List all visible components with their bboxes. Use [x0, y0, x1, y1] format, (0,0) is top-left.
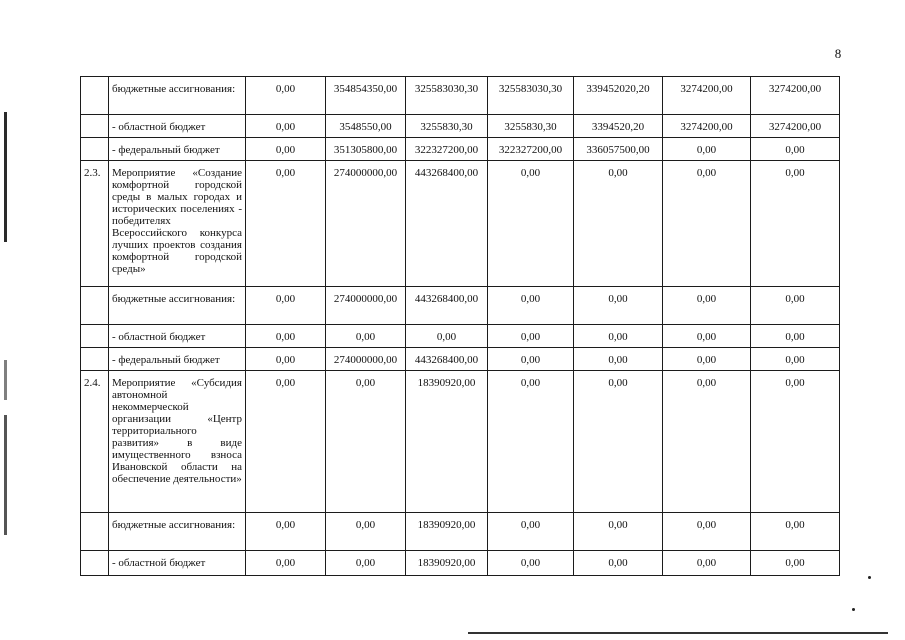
value-cell: 0,00: [751, 371, 840, 513]
value-cell: 339452020,20: [574, 77, 663, 115]
value-cell: 3255830,30: [406, 115, 488, 138]
row-name-cell: Мероприятие «Субсидия автономной некоммерческой организации «Центр территориального развития» в виде имущественного взноса Ивановской области на обеспечение деятельности»: [109, 371, 246, 513]
measure-row: [81, 371, 840, 513]
value-cell: 0,00: [574, 551, 663, 576]
value-cell: 3274200,00: [663, 115, 751, 138]
row-number-cell: [81, 325, 109, 348]
value-cell: 0,00: [751, 138, 840, 161]
value-cell: 0,00: [663, 348, 751, 371]
value-cell: 0,00: [574, 161, 663, 287]
value-cell: 0,00: [246, 287, 326, 325]
row-name-cell: - областной бюджет: [109, 551, 246, 576]
value-cell: 0,00: [246, 325, 326, 348]
row-name-cell: бюджетные ассигнования:: [109, 287, 246, 325]
value-cell: 325583030,30: [406, 77, 488, 115]
row-number-cell: [81, 551, 109, 576]
value-cell: 0,00: [246, 371, 326, 513]
value-cell: 0,00: [246, 348, 326, 371]
value-cell: 351305800,00: [326, 138, 406, 161]
scan-margin-marks: [0, 60, 12, 640]
table-row: [81, 513, 840, 551]
value-cell: 3274200,00: [751, 77, 840, 115]
value-cell: 0,00: [488, 371, 574, 513]
value-cell: 0,00: [663, 325, 751, 348]
value-cell: 0,00: [663, 287, 751, 325]
scan-edge-line: [468, 632, 888, 634]
value-cell: 0,00: [663, 161, 751, 287]
value-cell: 0,00: [663, 371, 751, 513]
value-cell: 0,00: [574, 513, 663, 551]
scan-speck: [852, 608, 855, 611]
value-cell: 0,00: [406, 325, 488, 348]
value-cell: 0,00: [246, 77, 326, 115]
value-cell: 0,00: [574, 325, 663, 348]
row-number-cell: [81, 77, 109, 115]
value-cell: 0,00: [246, 161, 326, 287]
value-cell: 0,00: [488, 161, 574, 287]
value-cell: 3394520,20: [574, 115, 663, 138]
value-cell: 0,00: [663, 513, 751, 551]
value-cell: 18390920,00: [406, 551, 488, 576]
row-number-cell: [81, 348, 109, 371]
row-number-cell: [81, 513, 109, 551]
value-cell: 0,00: [246, 551, 326, 576]
value-cell: 0,00: [488, 348, 574, 371]
value-cell: 0,00: [326, 551, 406, 576]
row-name-cell: - федеральный бюджет: [109, 138, 246, 161]
value-cell: 325583030,30: [488, 77, 574, 115]
value-cell: 0,00: [751, 551, 840, 576]
table-row: [81, 325, 840, 348]
value-cell: 0,00: [326, 325, 406, 348]
value-cell: 18390920,00: [406, 371, 488, 513]
value-cell: 0,00: [751, 513, 840, 551]
row-name-cell: - федеральный бюджет: [109, 348, 246, 371]
value-cell: 443268400,00: [406, 287, 488, 325]
row-number-cell: [81, 115, 109, 138]
value-cell: 0,00: [751, 287, 840, 325]
value-cell: 0,00: [663, 138, 751, 161]
value-cell: 0,00: [246, 138, 326, 161]
table-row: [81, 138, 840, 161]
value-cell: 0,00: [488, 513, 574, 551]
table-row: [81, 115, 840, 138]
value-cell: 0,00: [574, 371, 663, 513]
value-cell: 3274200,00: [663, 77, 751, 115]
value-cell: 0,00: [751, 161, 840, 287]
value-cell: 322327200,00: [488, 138, 574, 161]
row-name-cell: - областной бюджет: [109, 325, 246, 348]
value-cell: 0,00: [488, 287, 574, 325]
table-row: [81, 77, 840, 115]
table-row: [81, 287, 840, 325]
scan-speck: [868, 576, 871, 579]
table-body: [81, 77, 840, 576]
row-name-cell: бюджетные ассигнования:: [109, 77, 246, 115]
measure-row: [81, 161, 840, 287]
value-cell: 0,00: [488, 551, 574, 576]
value-cell: 443268400,00: [406, 348, 488, 371]
value-cell: 0,00: [326, 371, 406, 513]
page-number: 8: [834, 46, 842, 61]
value-cell: 3255830,30: [488, 115, 574, 138]
value-cell: 0,00: [574, 348, 663, 371]
value-cell: 0,00: [751, 348, 840, 371]
row-name-cell: Мероприятие «Создание комфортной городской среды в малых городах и исторических поселениях - победителях Всероссийского конкурса лучших проектов создания комфортной городской среды»: [109, 161, 246, 287]
row-number-cell: 2.3.: [81, 161, 109, 287]
value-cell: 18390920,00: [406, 513, 488, 551]
value-cell: 336057500,00: [574, 138, 663, 161]
value-cell: 0,00: [246, 115, 326, 138]
row-number-cell: [81, 287, 109, 325]
value-cell: 0,00: [751, 325, 840, 348]
value-cell: 3274200,00: [751, 115, 840, 138]
value-cell: 0,00: [488, 325, 574, 348]
table-row: [81, 348, 840, 371]
value-cell: 3548550,00: [326, 115, 406, 138]
value-cell: 274000000,00: [326, 287, 406, 325]
value-cell: 354854350,00: [326, 77, 406, 115]
value-cell: 322327200,00: [406, 138, 488, 161]
row-name-cell: - областной бюджет: [109, 115, 246, 138]
value-cell: 443268400,00: [406, 161, 488, 287]
value-cell: 0,00: [663, 551, 751, 576]
row-name-cell: бюджетные ассигнования:: [109, 513, 246, 551]
value-cell: 274000000,00: [326, 161, 406, 287]
row-number-cell: [81, 138, 109, 161]
table-row: [81, 551, 840, 576]
value-cell: 274000000,00: [326, 348, 406, 371]
value-cell: 0,00: [326, 513, 406, 551]
value-cell: 0,00: [246, 513, 326, 551]
budget-table: [80, 76, 840, 576]
value-cell: 0,00: [574, 287, 663, 325]
row-number-cell: 2.4.: [81, 371, 109, 513]
